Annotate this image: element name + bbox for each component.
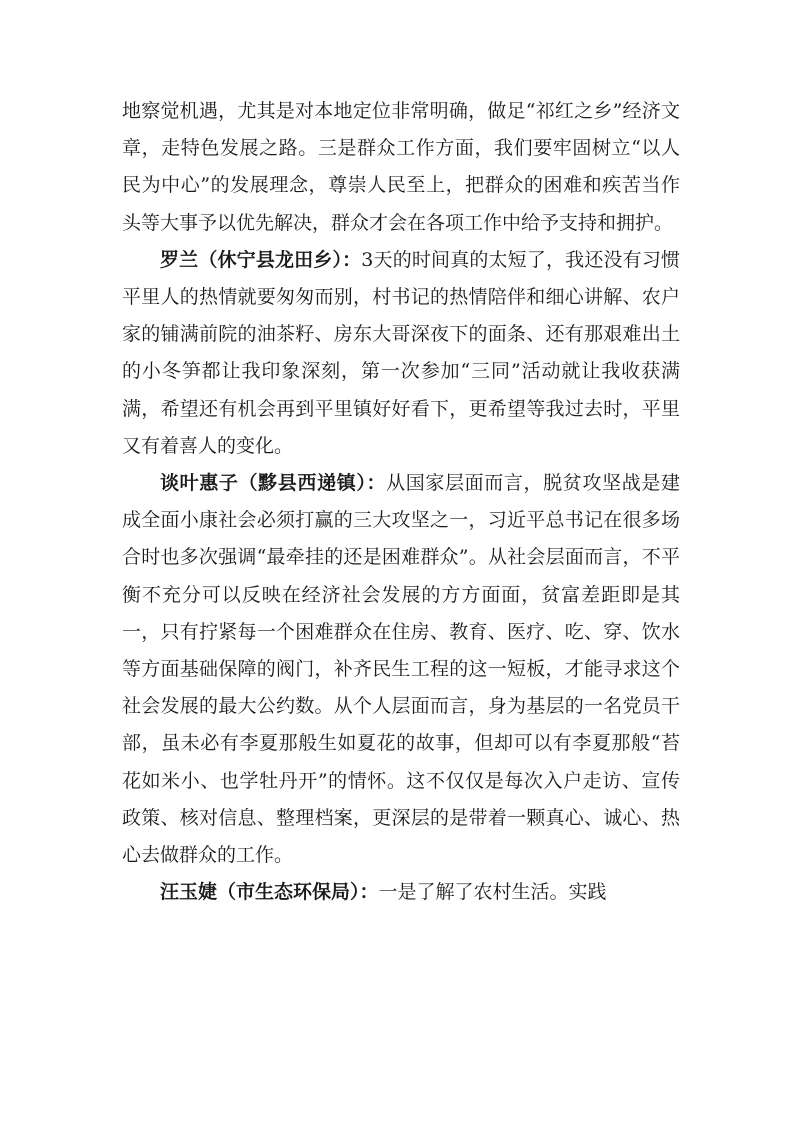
paragraph-continued	[122, 93, 680, 242]
speaker-name: 罗兰（休宁县龙田乡）：	[160, 248, 362, 271]
speaker-name: 汪玉婕（市生态环保局）：	[160, 881, 379, 904]
document-page	[122, 93, 680, 911]
speaker-name: 谈叶惠子（黟县西递镇）：	[160, 472, 387, 495]
paragraph-text: 地察觉机遇，尤其是对本地定位非常明确，做足“祁红之乡”经济文章，走特色发展之路。三是群众工作方面，我们要牢固树立“以人民为中心”的发展理念，尊崇人民至上，把群众的困难和疾苦当作头等大事予以优先解决，群众才会在各项工作中给予支持和拥护。	[122, 100, 680, 234]
paragraph-text: 3天的时间真的太短了，我还没有习惯平里人的热情就要匆匆而别，村书记的热情陪伴和细心讲解、农户家的铺满前院的油茶籽、房东大哥深夜下的面条、还有那艰难出土的小冬笋都让我印象深刻，第一次参加“三同”活动就让我收获满满，希望还有机会再到平里镇好好看下，更希望等我过去时，平里又有着喜人的变化。	[122, 248, 680, 457]
paragraph-text: 从国家层面而言，脱贫攻坚战是建成全面小康社会必须打赢的三大攻坚之一，习近平总书记在很多场合时也多次强调“最牵挂的还是困难群众”。从社会层面而言，不平衡不充分可以反映在经济社会发展的方方面面，贫富差距即是其一，只有拧紧每一个困难群众在住房、教育、医疗、吃、穿、饮水等方面基础保障的阀门，补齐民生工程的这一短板，才能寻求这个社会发展的最大公约数。从个人层面而言，身为基层的一名党员干部，虽未必有李夏那般生如夏花的故事，但却可以有李夏那般“苔花如米小、也学牡丹开”的情怀。这不仅仅是每次入户走访、宣传政策、核对信息、整理档案，更深层的是带着一颗真心、诚心、热心去做群众的工作。	[122, 472, 680, 867]
paragraph-text: 一是了解了农村生活。实践	[378, 881, 607, 904]
paragraph-tanyehuizi	[122, 465, 680, 874]
paragraph-luolan	[122, 242, 680, 465]
paragraph-wangyujie	[122, 874, 680, 911]
